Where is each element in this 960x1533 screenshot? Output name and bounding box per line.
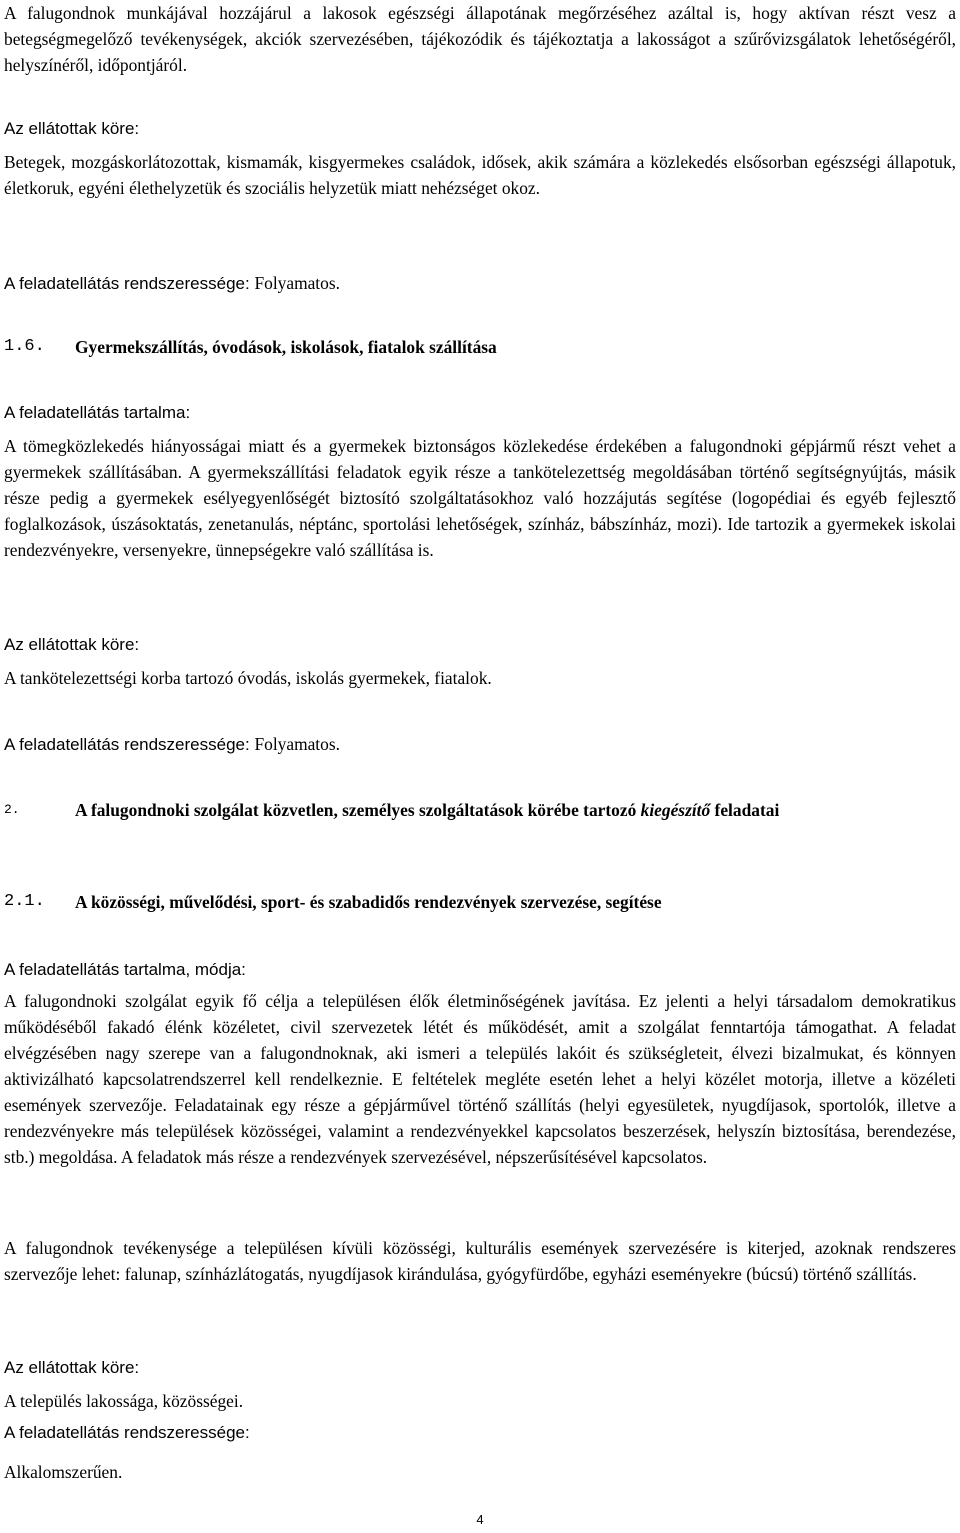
content-text: A tömegközlekedés hiányosságai miatt és a gyermekek biztonságos közlekedése érdekében a falugondnoki gépjármű részt vehet a gyermekek szállításában. A gyermekszállítási feladatok egyik része a tankötelezettség megoldásában történő segítségnyújtás, másik része pedig a gyermekek esélyegyenlőségét biztosító szolgáltatásokhoz való hozzájutás segítése (logopédiai és egyéb fejlesztő foglalkozások, úszásoktatás, zenetanulás, néptánc, sportolási lehetőségek, színház, bábszínház, mozi). Ide tartozik a gyermekek iskolai rendezvényekre, versenyekre, ünnepségekre való szállítása is. bbox=[4, 436, 956, 560]
section-title bbox=[75, 797, 956, 823]
page-number: 4 bbox=[476, 1512, 484, 1527]
intro-paragraph: A falugondnok munkájával hozzájárul a lakosok egészségi állapotának megőrzéséhez azáltal is, hogy aktívan részt vesz a betegségmegelőző tevékenységek, akciók szervezésében, tájékozódik és tájékoztatja a lakosságot a szűrővizsgálatok lehetőségéről, helyszínéről, időpontjáról. bbox=[4, 3, 956, 75]
regularity-label bbox=[4, 731, 340, 758]
served-label: Az ellátottak köre: bbox=[4, 1358, 140, 1377]
regularity-value: Folyamatos. bbox=[254, 734, 340, 754]
served-text: A tankötelezettségi korba tartozó óvodás, iskolás gyermekek, fiatalok. bbox=[4, 668, 492, 688]
section-title: Gyermekszállítás, óvodások, iskolások, fiatalok szállítása bbox=[75, 337, 497, 357]
regularity-value: Alkalomszerűen. bbox=[4, 1462, 123, 1482]
section-number: 2. bbox=[4, 802, 20, 817]
regularity-label: A feladatellátás rendszeressége: bbox=[4, 1423, 250, 1442]
content-paragraph-1: A falugondnoki szolgálat egyik fő célja a településen élők életminőségének javítása. Ez jelenti a helyi társadalom demokratikus működéséből fakadó élénk közéletet, civil szervezetek létét és működését, amit a szolgálat fenntartója támogathat. A feladat elvégzésében nagy szerepe van a falugondnoknak, aki ismeri a település lakóit és szükségleteit, élvezi bizalmukat, és könnyen aktivizálható kapcsolatrendszerrel kell rendelkeznie. E feltételek megléte esetén lehet a helyi közélet motorja, illetve a közéleti események szervezője. Feladatainak egy része a gépjárművel történő szállítás (helyi egyesületek, nyugdíjasok, sportolók, illetve a rendezvényekre más települések közösségei, valamint a rendezvényekkel kapcsolatos beszerzések, helyszín biztosítása, berendezése, stb.) megoldása. A feladatok más része a rendezvények szervezésével, népszerűsítésével kapcsolatos. bbox=[4, 991, 956, 1167]
regularity-label-text: A feladatellátás rendszeressége: bbox=[4, 735, 250, 754]
regularity-label-text: A feladatellátás rendszeressége: bbox=[4, 274, 250, 293]
served-label: Az ellátottak köre: bbox=[4, 119, 140, 138]
title-italic: kiegészítő bbox=[640, 800, 711, 820]
section-number: 2.1. bbox=[4, 892, 45, 911]
served-label: Az ellátottak köre: bbox=[4, 635, 140, 654]
regularity-label bbox=[4, 270, 340, 297]
content-paragraph-2: A falugondnok tevékenysége a településen kívüli közösségi, kulturális események szervezésére is kiterjed, azoknak rendszeres szervezője lehet: falunap, színházlátogatás, nyugdíjasok kirándulása, gyógyfürdőbe, egyházi eseményekre (búcsú) történő szállítás. bbox=[4, 1238, 956, 1284]
section-number: 1.6. bbox=[4, 337, 45, 356]
regularity-value: Folyamatos. bbox=[254, 273, 340, 293]
section-heading-1-6 bbox=[4, 334, 956, 360]
content-label: A feladatellátás tartalma, módja: bbox=[4, 960, 246, 979]
served-text: Betegek, mozgáskorlátozottak, kismamák, kisgyermekes családok, idősek, akik számára a közlekedés elsősorban egészségi állapotuk, életkoruk, egyéni élethelyzetük és szociális helyzetük miatt nehézséget okoz. bbox=[4, 152, 956, 198]
title-end: feladatai bbox=[710, 800, 780, 820]
title-main: A falugondnoki szolgálat közvetlen, személyes szolgáltatások körébe tartozó bbox=[75, 800, 641, 820]
served-text: A település lakossága, közösségei. bbox=[4, 1391, 244, 1411]
section-heading-2 bbox=[4, 797, 956, 823]
content-label: A feladatellátás tartalma: bbox=[4, 403, 191, 422]
section-title: A közösségi, művelődési, sport- és szabadidős rendezvények szervezése, segítése bbox=[75, 892, 662, 912]
section-heading-2-1 bbox=[4, 889, 956, 915]
